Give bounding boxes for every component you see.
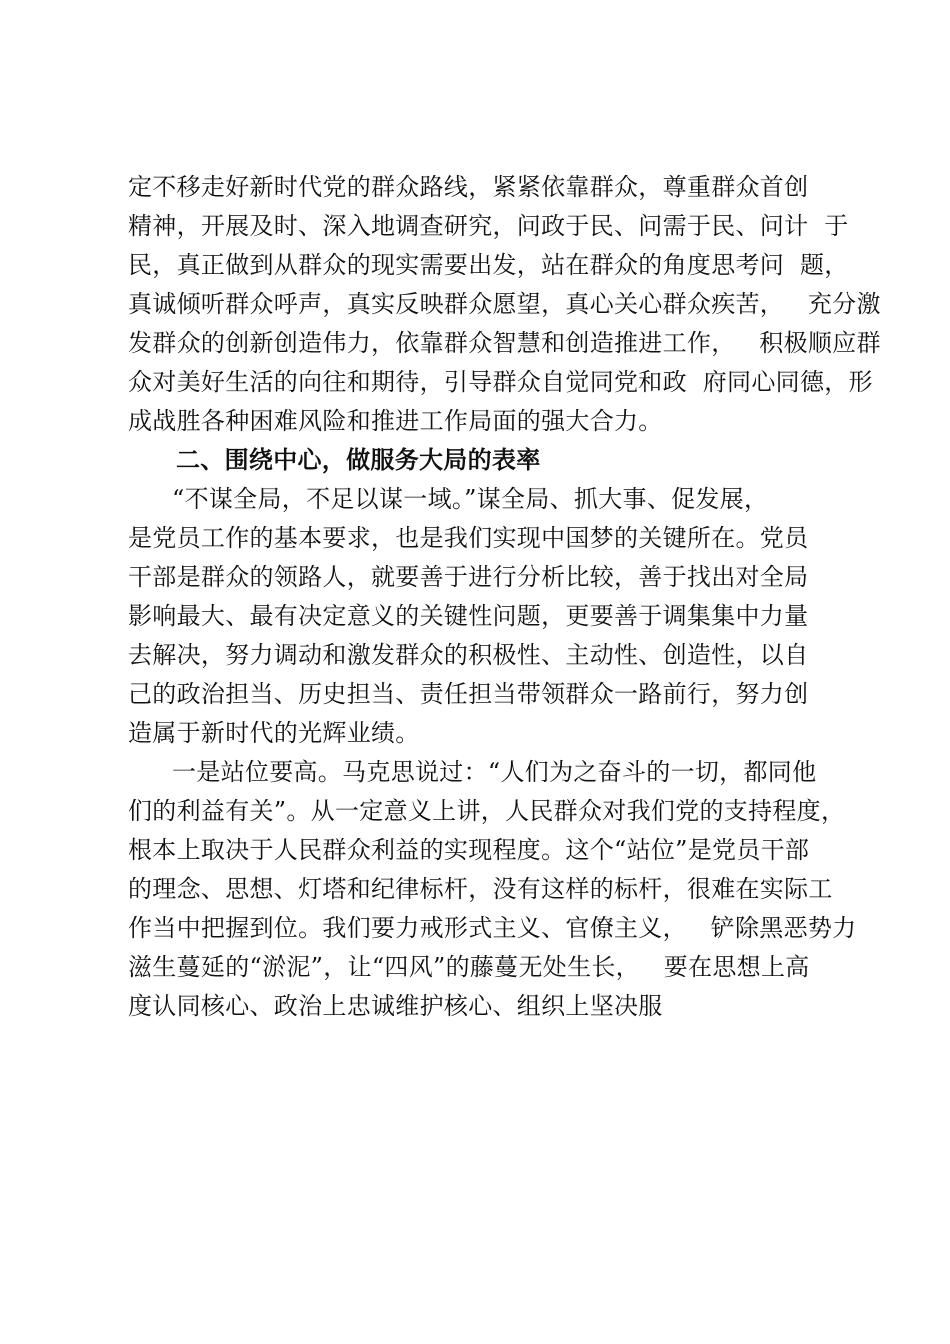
paragraph-line: 民，真正做到从群众的现实需要出发，站在群众的角度思考问 题，: [128, 251, 849, 279]
paragraph-line: 定不移走好新时代党的群众路线，紧紧依靠群众，尊重群众首创: [128, 173, 809, 201]
paragraph-line: 是党员工作的基本要求，也是我们实现中国梦的关键所在。党员: [128, 524, 809, 552]
paragraph-line: 造属于新时代的光辉业绩。: [128, 719, 420, 747]
paragraph-line: “不谋全局，不足以谋一域。”谋全局、抓大事、促发展，: [172, 485, 769, 513]
paragraph-line: 众对美好生活的向往和期待，引导群众自觉同党和政 府同心同德，形: [128, 368, 873, 396]
paragraph-line: 作当中把握到位。我们要力戒形式主义、官僚主义， 铲除黑恶势力: [128, 914, 857, 942]
document-body: [128, 168, 881, 1026]
paragraph-line: 己的政治担当、历史担当、责任担当带领群众一路前行，努力创: [128, 680, 809, 708]
section-heading: 二、围绕中心，做服务大局的表率: [176, 446, 541, 474]
paragraph-line: 滋生蔓延的“淤泥”，让“四风”的藤蔓无处生长， 要在思想上高: [128, 953, 810, 981]
paragraph-line: 们的利益有关”。从一定意义上讲，人民群众对我们党的支持程度，: [128, 797, 846, 825]
paragraph-line: 根本上取决于人民群众利益的实现程度。这个“站位”是党员干部: [128, 836, 810, 864]
paragraph-line: 成战胜各种困难风险和推进工作局面的强大合力。: [128, 407, 663, 435]
paragraph-2: [128, 480, 868, 753]
paragraph-3: [128, 753, 868, 1026]
paragraph-line: 的理念、思想、灯塔和纪律标杆，没有这样的标杆，很难在实际工: [128, 875, 833, 903]
paragraph-line: 影响最大、最有决定意义的关键性问题，更要善于调集集中力量: [128, 602, 809, 630]
paragraph-line: 干部是群众的领路人，就要善于进行分析比较，善于找出对全局: [128, 563, 809, 591]
paragraph-line: 去解决，努力调动和激发群众的积极性、主动性、创造性，以自: [128, 641, 809, 669]
paragraph-line: 精神，开展及时、深入地调查研究，问政于民、问需于民、问计 于: [128, 212, 849, 240]
paragraph-line: 一是站位要高。马克思说过：“人们为之奋斗的一切，都同他: [172, 758, 817, 786]
paragraph-1: [128, 168, 881, 441]
paragraph-line: 真诚倾听群众呼声，真实反映群众愿望，真心关心群众疾苦， 充分激: [128, 290, 881, 318]
paragraph-line: 度认同核心、政治上忠诚维护核心、组织上坚决服: [128, 992, 663, 1020]
paragraph-line: 发群众的创新创造伟力，依靠群众智慧和创造推进工作， 积极顺应群: [128, 329, 881, 357]
